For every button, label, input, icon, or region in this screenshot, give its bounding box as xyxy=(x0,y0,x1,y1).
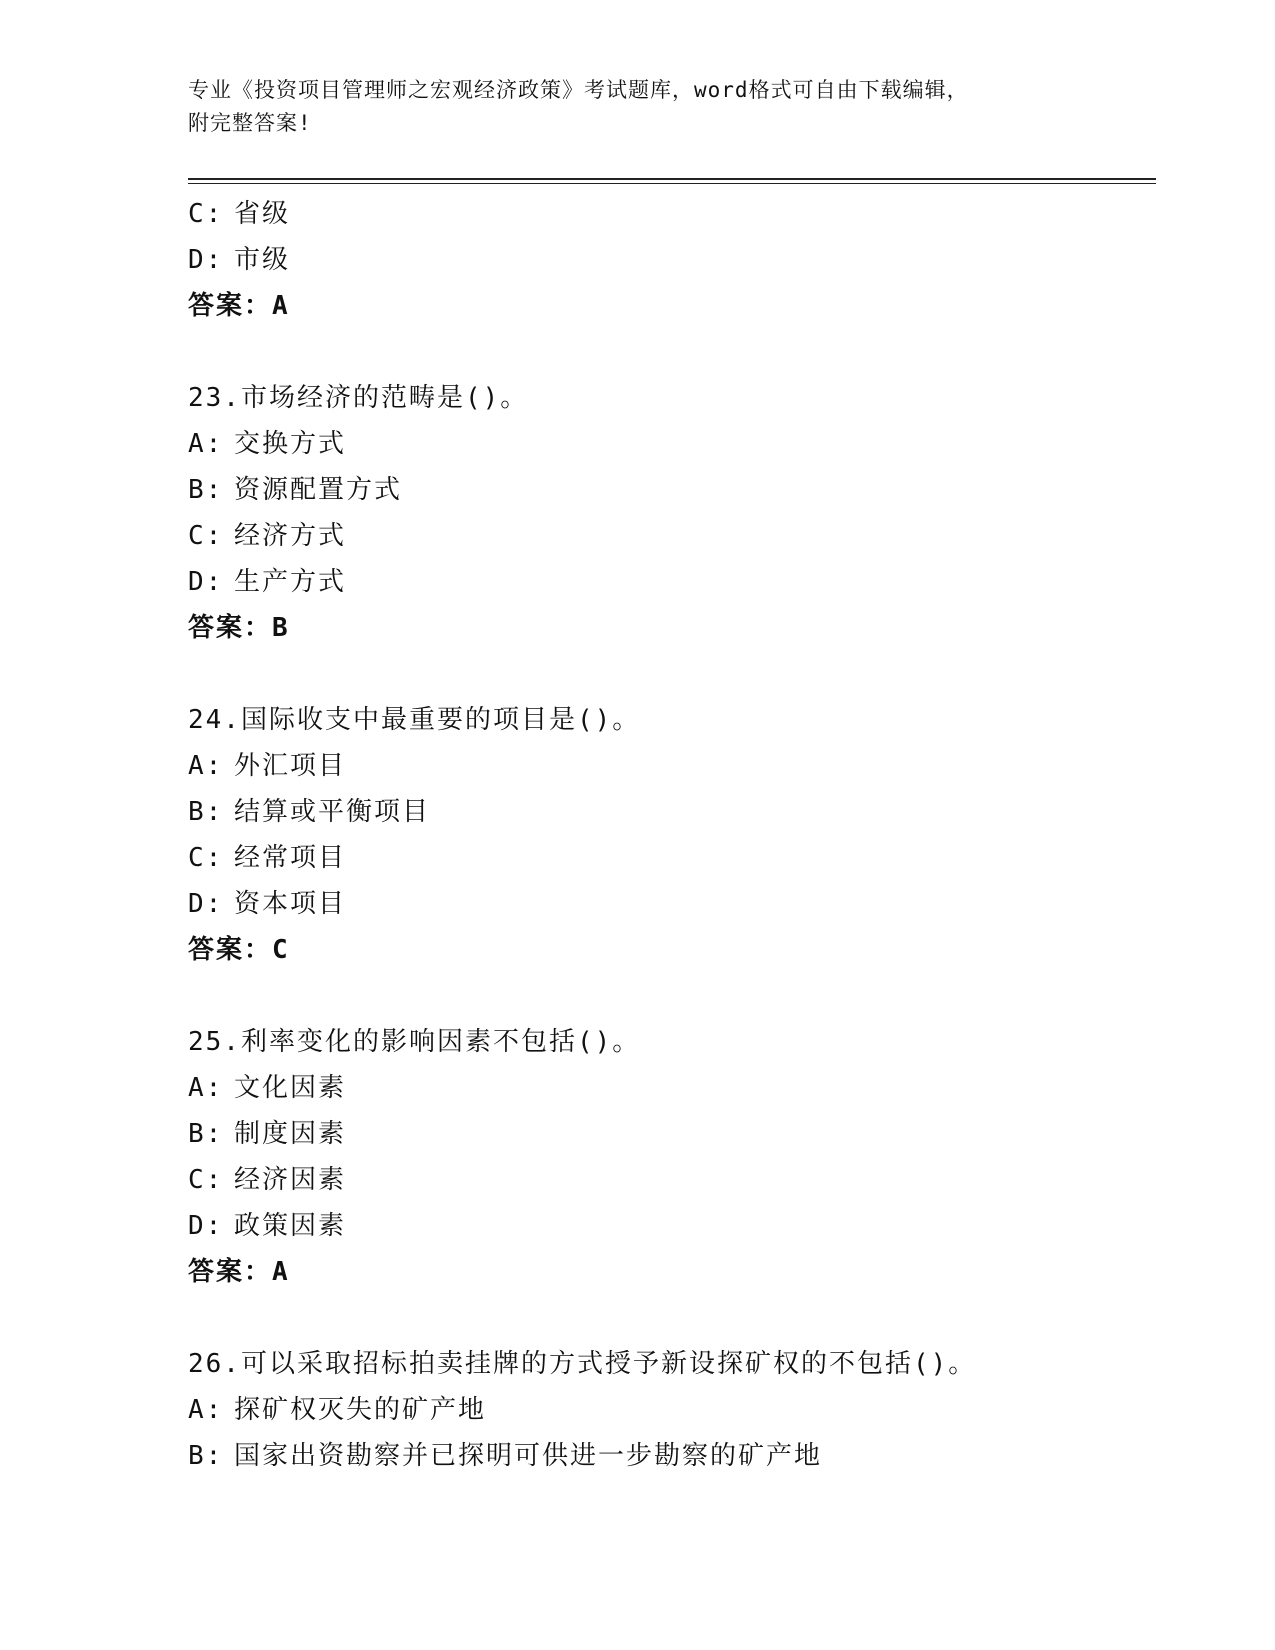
question-spacer xyxy=(188,973,1148,1019)
option-letter: D: xyxy=(188,245,224,275)
question-block-26 xyxy=(188,1341,1148,1479)
option-text: 资本项目 xyxy=(234,889,347,919)
option-letter: C: xyxy=(188,199,224,229)
option-letter: C: xyxy=(188,843,224,873)
option-text: 结算或平衡项目 xyxy=(234,797,431,827)
option-text: 文化因素 xyxy=(234,1073,347,1103)
option-letter: B: xyxy=(188,797,224,827)
option-letter: C: xyxy=(188,1165,224,1195)
question-stem: 26.可以采取招标拍卖挂牌的方式授予新设探矿权的不包括()。 xyxy=(188,1349,977,1379)
option-letter: A: xyxy=(188,429,224,459)
question-spacer xyxy=(188,1295,1148,1341)
option-b xyxy=(188,1111,1148,1157)
option-letter: D: xyxy=(188,1211,224,1241)
question-list xyxy=(188,191,1148,1479)
question-block-25 xyxy=(188,1019,1148,1295)
option-c xyxy=(188,191,1148,237)
option-a xyxy=(188,743,1148,789)
option-letter: B: xyxy=(188,1119,224,1149)
option-text: 生产方式 xyxy=(234,567,347,597)
option-text: 经济方式 xyxy=(234,521,347,551)
option-letter: A: xyxy=(188,1073,224,1103)
option-text: 省级 xyxy=(234,199,291,229)
question-stem: 24.国际收支中最重要的项目是()。 xyxy=(188,705,641,735)
answer-line: 答案：B xyxy=(188,613,290,643)
option-letter: B: xyxy=(188,475,224,505)
header-divider-thick xyxy=(188,178,1156,180)
option-text: 交换方式 xyxy=(234,429,347,459)
option-c xyxy=(188,513,1148,559)
option-text: 政策因素 xyxy=(234,1211,347,1241)
option-letter: A: xyxy=(188,1395,224,1425)
option-d xyxy=(188,1203,1148,1249)
option-d xyxy=(188,237,1148,283)
option-d xyxy=(188,881,1148,927)
option-a xyxy=(188,1387,1148,1433)
option-b xyxy=(188,1433,1148,1479)
option-letter: D: xyxy=(188,889,224,919)
option-c xyxy=(188,1157,1148,1203)
answer-line: 答案：A xyxy=(188,291,290,321)
question-block-24 xyxy=(188,697,1148,973)
option-c xyxy=(188,835,1148,881)
option-letter: B: xyxy=(188,1441,224,1471)
option-text: 经济因素 xyxy=(234,1165,347,1195)
document-header xyxy=(188,74,1088,140)
header-title-line-1: 专业《投资项目管理师之宏观经济政策》考试题库，word格式可自由下载编辑， xyxy=(188,78,969,102)
question-stem: 25.利率变化的影响因素不包括()。 xyxy=(188,1027,641,1057)
option-letter: D: xyxy=(188,567,224,597)
question-stem: 23.市场经济的范畴是()。 xyxy=(188,383,529,413)
option-text: 经常项目 xyxy=(234,843,347,873)
option-text: 资源配置方式 xyxy=(234,475,403,505)
option-text: 国家出资勘察并已探明可供进一步勘察的矿产地 xyxy=(234,1441,823,1471)
option-b xyxy=(188,789,1148,835)
option-text: 市级 xyxy=(234,245,291,275)
question-spacer xyxy=(188,651,1148,697)
question-block-23 xyxy=(188,375,1148,651)
header-title-line-2: 附完整答案! xyxy=(188,111,312,135)
option-text: 探矿权灭失的矿产地 xyxy=(234,1395,487,1425)
option-a xyxy=(188,1065,1148,1111)
option-text: 制度因素 xyxy=(234,1119,347,1149)
answer-line: 答案：C xyxy=(188,935,290,965)
option-letter: C: xyxy=(188,521,224,551)
question-spacer xyxy=(188,329,1148,375)
answer-line: 答案：A xyxy=(188,1257,290,1287)
option-letter: A: xyxy=(188,751,224,781)
option-a xyxy=(188,421,1148,467)
option-text: 外汇项目 xyxy=(234,751,347,781)
prev-question-block xyxy=(188,191,1148,329)
header-divider-thin xyxy=(188,183,1156,184)
option-d xyxy=(188,559,1148,605)
option-b xyxy=(188,467,1148,513)
